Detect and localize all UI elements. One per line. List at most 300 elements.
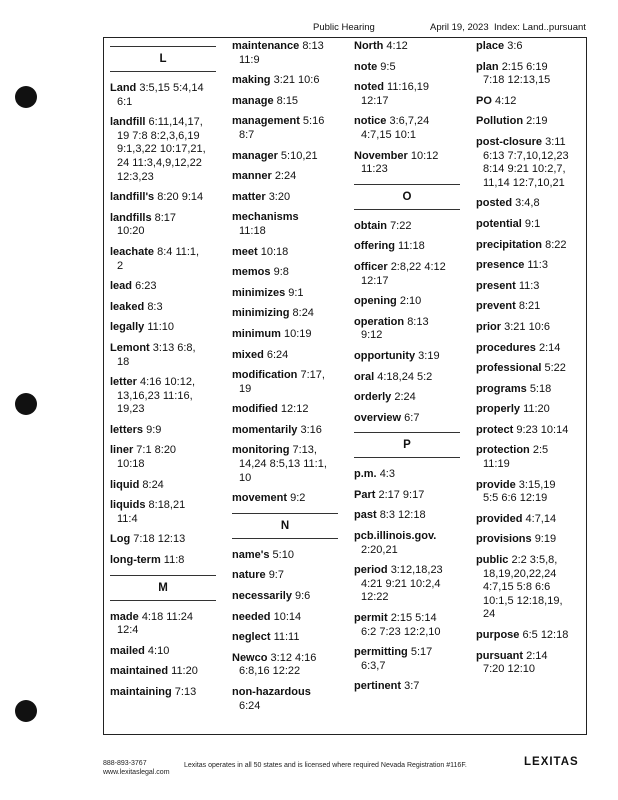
index-word: made — [110, 610, 139, 623]
page-line-refs: 7:17, — [300, 369, 325, 382]
index-entry — [476, 650, 584, 677]
page-line-refs: 14,24 8:5,13 11:1, — [239, 458, 327, 471]
index-entry — [354, 680, 468, 694]
page-line-refs: 3:4,8 — [515, 197, 540, 210]
page-line-refs: 12:17 — [361, 274, 389, 287]
header-date: April 19, 2023 — [430, 22, 489, 33]
index-entry — [476, 479, 584, 506]
footer-notice: Lexitas operates in all 50 states and is licensed where required Nevada Registration #116F. — [184, 762, 467, 769]
index-entry — [476, 403, 584, 417]
index-word: protect — [476, 423, 514, 436]
page-line-refs: 6:3,7 — [361, 659, 386, 672]
index-entry — [232, 492, 346, 506]
index-word: provide — [476, 478, 516, 491]
index-entry — [110, 246, 222, 273]
index-word: public — [476, 554, 509, 567]
index-word: Lemont — [110, 341, 150, 354]
page-line-refs: 2:14 — [538, 341, 561, 354]
index-word: prevent — [476, 300, 516, 313]
index-word: liquid — [110, 478, 140, 491]
page-line-refs: 12:22 — [361, 591, 389, 604]
page-line-refs: 8:24 — [292, 307, 314, 320]
index-word: Newco — [232, 651, 268, 664]
index-word: Pollution — [476, 115, 524, 128]
page-line-refs: 4:18,24 5:2 — [377, 370, 433, 383]
page-line-refs: 3:5,15 5:4,14 — [139, 82, 204, 94]
index-word: operation — [354, 315, 405, 328]
index-entry — [232, 246, 346, 260]
index-entry — [232, 74, 346, 88]
index-word: memos — [232, 266, 271, 279]
index-entry — [110, 665, 222, 679]
index-word: provided — [476, 512, 523, 525]
index-entry — [354, 81, 468, 108]
index-entry — [476, 280, 584, 294]
index-entry — [354, 509, 468, 523]
index-entry — [110, 301, 222, 315]
page-line-refs: 8:22 — [545, 238, 567, 251]
page-line-refs: 24 — [483, 608, 496, 621]
index-entry — [232, 115, 346, 142]
index-word: notice — [354, 115, 387, 128]
page-line-refs: 2:20,21 — [361, 543, 398, 556]
index-entry — [476, 444, 584, 471]
index-word: potential — [476, 217, 522, 230]
index-entry — [476, 554, 584, 622]
index-word: manage — [232, 94, 274, 107]
index-entry — [476, 321, 584, 335]
page-line-refs: 10:18 — [117, 458, 145, 471]
section-letter-n: N — [232, 513, 338, 539]
index-word: posted — [476, 197, 513, 210]
index-word: monitoring — [232, 444, 290, 457]
index-entry — [354, 468, 468, 482]
index-word: opening — [354, 295, 397, 308]
index-entry — [354, 564, 468, 605]
index-word: offering — [354, 240, 395, 253]
index-entry — [354, 391, 468, 405]
page-line-refs: 10:14 — [273, 610, 302, 623]
page-line-refs: 2:10 — [399, 295, 422, 308]
page-line-refs: 7:1 8:20 — [136, 444, 177, 457]
index-word: nature — [232, 569, 266, 582]
index-entry — [110, 82, 222, 109]
index-word: procedures — [476, 341, 536, 354]
page-line-refs: 10:20 — [117, 225, 145, 238]
index-word: liner — [110, 444, 134, 457]
index-entry — [110, 499, 222, 526]
index-word: leachate — [110, 245, 155, 258]
page-line-refs: 4:7,15 5:8 6:6 — [483, 581, 551, 594]
page-line-refs: 3:20 — [268, 190, 291, 203]
index-column-2 — [232, 40, 346, 720]
index-word: PO — [476, 94, 492, 107]
index-word: noted — [354, 81, 384, 94]
page-line-refs: 19 — [239, 382, 252, 395]
page-line-refs: 9:1 — [288, 286, 304, 299]
index-entry — [232, 266, 346, 280]
page-line-refs: 3:12,18,23 — [390, 564, 443, 577]
index-entry — [476, 40, 584, 54]
index-entry — [232, 95, 346, 109]
index-column-3 — [354, 40, 468, 701]
index-word: professional — [476, 362, 542, 375]
index-word: protection — [476, 444, 530, 457]
page-line-refs: 3:21 10:6 — [273, 74, 320, 87]
index-word: Part — [354, 488, 376, 501]
index-entry — [354, 350, 468, 364]
page-line-refs: 3:21 10:6 — [504, 320, 550, 333]
index-entry — [110, 686, 222, 700]
index-entry — [110, 376, 222, 417]
index-entry — [110, 645, 222, 659]
page-line-refs: 6:11,14,17, — [148, 116, 203, 129]
index-word: manager — [232, 149, 278, 162]
page-line-refs: 2:14 — [526, 649, 548, 662]
index-word: movement — [232, 492, 288, 505]
page-line-refs: 5:16 — [302, 115, 325, 128]
page-line-refs: 10:18 — [260, 245, 289, 258]
page-line-refs: 11:18 — [398, 240, 425, 253]
index-word: manner — [232, 170, 272, 183]
page-line-refs: 4:3 — [379, 468, 395, 481]
punch-hole-bottom — [15, 700, 37, 722]
page-line-refs: 6:24 — [239, 699, 261, 712]
page-line-refs: 7:22 — [390, 219, 412, 232]
page-line-refs: 7:18 12:13,15 — [483, 74, 551, 87]
page-line-refs: 8:3 — [147, 300, 163, 313]
index-entry — [110, 479, 222, 493]
page-line-refs: 3:13 6:8, — [152, 341, 196, 354]
page-line-refs: 11:16,19 — [387, 81, 430, 94]
page-line-refs: 8:13 — [302, 40, 324, 52]
page-line-refs: 4:7,15 10:1 — [361, 128, 417, 141]
index-word: purpose — [476, 629, 520, 641]
page-line-refs: 6:7 — [404, 411, 420, 424]
index-word: programs — [476, 382, 527, 395]
index-entry — [110, 342, 222, 369]
section-letter-o: O — [354, 184, 460, 210]
page-line-refs: 11:18 — [239, 224, 266, 237]
page-line-refs: 9:8 — [273, 266, 289, 279]
page-line-refs: 6:2 7:23 12:2,10 — [361, 625, 441, 638]
index-word: officer — [354, 260, 388, 273]
index-entry — [232, 403, 346, 417]
page-line-refs: 8:15 — [276, 94, 299, 107]
index-entry — [232, 150, 346, 164]
index-word: landfills — [110, 211, 152, 224]
page-line-refs: 10:12 — [410, 149, 439, 162]
page-line-refs: 19 7:8 8:2,3,6,19 — [117, 129, 200, 142]
index-entry — [232, 369, 346, 396]
page-line-refs: 8:21 — [518, 300, 541, 313]
index-word: letters — [110, 423, 144, 436]
page-line-refs: 11:3 — [527, 259, 548, 272]
page-line-refs: 9:7 — [268, 569, 284, 582]
index-word: non-hazardous — [232, 686, 311, 698]
page-line-refs: 3:19 — [418, 349, 440, 362]
index-entry — [110, 212, 222, 239]
index-entry — [232, 652, 346, 679]
index-word: pursuant — [476, 649, 524, 662]
index-entry — [110, 280, 222, 294]
page-line-refs: 3:6,7,24 — [389, 115, 430, 128]
index-entry — [476, 424, 584, 438]
index-word: prior — [476, 320, 502, 333]
index-entry — [232, 40, 346, 67]
page-line-refs: 12:17 — [361, 94, 389, 107]
page-line-refs: 7:13, — [292, 444, 317, 457]
index-entry — [232, 569, 346, 583]
index-word: period — [354, 564, 388, 577]
index-word: mailed — [110, 644, 145, 657]
index-entry — [354, 646, 468, 673]
index-word: maintaining — [110, 686, 172, 698]
section-letter-l: L — [110, 46, 216, 72]
page-line-refs: 10:1,5 12:18,19, — [483, 594, 563, 607]
page-line-refs: 7:20 12:10 — [483, 663, 535, 676]
page-line-refs: 2:24 — [274, 170, 297, 183]
index-word: oral — [354, 370, 375, 383]
page-line-refs: 5:22 — [544, 362, 566, 375]
page-line-refs: 5:5 6:6 12:19 — [483, 492, 548, 505]
punch-hole-middle — [15, 393, 37, 415]
page-line-refs: 12:3,23 — [117, 170, 154, 183]
footer-website: www.lexitaslegal.com — [103, 769, 170, 776]
index-entry — [476, 95, 584, 109]
page-line-refs: 2:15 6:19 — [501, 60, 548, 73]
page-line-refs: 2:2 3:5,8, — [511, 554, 558, 567]
index-word: place — [476, 40, 505, 52]
index-entry — [354, 371, 468, 385]
index-entry — [476, 342, 584, 356]
index-entry — [476, 533, 584, 547]
page-line-refs: 7:18 12:13 — [133, 533, 186, 546]
index-entry — [476, 383, 584, 397]
index-entry — [354, 40, 468, 54]
index-entry — [110, 611, 222, 638]
page-line-refs: 18,19,20,22,24 — [483, 567, 557, 580]
index-word: permit — [354, 612, 388, 625]
section-letter-m: M — [110, 575, 216, 601]
index-entry — [354, 489, 468, 503]
page-line-refs: 11:4 — [117, 512, 138, 525]
page-line-refs: 2:15 5:14 — [390, 612, 437, 625]
page-line-refs: 8:24 — [142, 478, 164, 491]
index-entry — [354, 115, 468, 142]
page-line-refs: 9:6 — [295, 590, 311, 603]
page-line-refs: 11:19 — [483, 458, 510, 471]
index-entry — [354, 61, 468, 75]
page-line-refs: 2:8,22 4:12 — [390, 260, 446, 273]
index-word: mechanisms — [232, 211, 299, 224]
index-entry — [232, 686, 346, 713]
page-line-refs: 9:9 — [146, 423, 162, 436]
index-word: maintenance — [232, 40, 300, 52]
index-entry — [110, 191, 222, 205]
page-line-refs: 4:21 9:21 10:2,4 — [361, 577, 441, 590]
page-line-refs: 4:16 10:12, — [139, 376, 196, 389]
index-word: management — [232, 115, 300, 128]
index-word: Land — [110, 82, 137, 94]
index-entry — [232, 287, 346, 301]
index-word: lead — [110, 280, 133, 293]
index-word: liquids — [110, 499, 146, 512]
page-line-refs: 9:1 — [524, 217, 541, 230]
index-entry — [232, 611, 346, 625]
page-line-refs: 8:14 9:21 10:2,7, — [483, 163, 566, 176]
page-line-refs: 7:13 — [174, 686, 197, 698]
index-word: minimizes — [232, 286, 286, 299]
index-word: note — [354, 60, 378, 73]
page-line-refs: 4:18 11:24 — [141, 610, 193, 623]
index-word: name's — [232, 548, 270, 561]
index-word: leaked — [110, 300, 145, 313]
page-line-refs: 13,16,23 11:16, — [117, 389, 193, 402]
index-word: properly — [476, 403, 521, 416]
index-word: matter — [232, 190, 266, 203]
index-word: making — [232, 74, 271, 87]
page-line-refs: 9:19 — [534, 533, 557, 546]
page-line-refs: 3:7 — [404, 680, 420, 693]
index-entry — [232, 211, 346, 238]
page-line-refs: 24 11:3,4,9,12,22 — [117, 156, 202, 169]
page-line-refs: 9:5 — [380, 60, 396, 73]
index-word: precipitation — [476, 238, 543, 251]
index-word: plan — [476, 60, 499, 73]
index-entry — [476, 115, 584, 129]
page-line-refs: 5:10,21 — [280, 149, 318, 162]
index-entry — [110, 533, 222, 547]
page-line-refs: 9:2 — [290, 492, 306, 505]
punch-hole-top — [15, 86, 37, 108]
index-word: provisions — [476, 533, 532, 546]
index-word: presence — [476, 259, 525, 272]
header-title: Public Hearing — [313, 22, 375, 33]
index-word: minimum — [232, 327, 281, 340]
page-line-refs: 11:11 — [273, 631, 300, 644]
index-entry — [232, 590, 346, 604]
index-entry — [232, 631, 346, 645]
index-word: long-term — [110, 554, 161, 567]
index-entry — [110, 321, 222, 335]
page-line-refs: 5:10 — [272, 548, 294, 561]
index-entry — [232, 191, 346, 205]
page-line-refs: 2:24 — [394, 391, 416, 404]
page-line-refs: 11:3 — [518, 279, 540, 292]
index-word: modified — [232, 403, 278, 416]
page-line-refs: 3:12 4:16 — [270, 651, 317, 664]
page-line-refs: 4:12 — [386, 40, 408, 52]
index-entry — [476, 513, 584, 527]
index-entry — [354, 261, 468, 288]
page-line-refs: 5:18 — [529, 382, 552, 395]
page-line-refs: 10 — [239, 471, 252, 484]
index-word: landfill's — [110, 191, 155, 204]
index-entry — [476, 300, 584, 314]
page-line-refs: 10:19 — [283, 327, 312, 340]
index-word: necessarily — [232, 590, 292, 603]
index-entry — [110, 116, 222, 184]
index-column-4 — [476, 40, 584, 684]
index-word: pcb.illinois.gov. — [354, 530, 437, 543]
page-line-refs: 2:17 9:17 — [378, 488, 425, 501]
lexitas-logo: LEXITAS — [524, 756, 579, 768]
page-line-refs: 3:16 — [300, 423, 322, 436]
page-line-refs: 8:4 11:1, — [157, 245, 200, 258]
page-line-refs: 8:18,21 — [148, 499, 186, 512]
page-line-refs: 4:7,14 — [525, 512, 557, 525]
index-word: North — [354, 40, 384, 52]
index-word: p.m. — [354, 468, 377, 481]
page-line-refs: 11:23 — [361, 163, 388, 176]
page-line-refs: 11:8 — [163, 554, 185, 567]
index-entry — [232, 170, 346, 184]
index-word: legally — [110, 321, 145, 334]
index-word: pertinent — [354, 680, 402, 693]
index-word: meet — [232, 245, 258, 258]
page-line-refs: 6:24 — [266, 348, 289, 361]
page-line-refs: 18 — [117, 355, 130, 368]
index-entry — [476, 197, 584, 211]
index-word: mixed — [232, 348, 264, 361]
index-entry — [476, 239, 584, 253]
page-line-refs: 6:5 12:18 — [522, 629, 569, 641]
page-line-refs: 11:20 — [171, 665, 198, 678]
page-line-refs: 12:4 — [117, 624, 139, 637]
index-word: maintained — [110, 665, 169, 678]
index-column-1 — [110, 40, 222, 707]
index-entry — [232, 328, 346, 342]
index-word: letter — [110, 376, 137, 389]
index-entry — [476, 136, 584, 190]
index-entry — [476, 259, 584, 273]
index-entry — [476, 362, 584, 376]
page-line-refs: 6:13 7:7,10,12,23 — [483, 149, 569, 162]
footer-phone: 888-893-3767 — [103, 760, 147, 767]
index-entry — [476, 218, 584, 232]
index-word: past — [354, 509, 377, 522]
page-line-refs: 2:5 — [532, 444, 549, 457]
section-letter-p: P — [354, 432, 460, 458]
page-line-refs: 8:13 — [407, 315, 429, 328]
index-entry — [232, 549, 346, 563]
index-word: landfill — [110, 116, 146, 129]
index-entry — [354, 412, 468, 426]
page-line-refs: 4:10 — [147, 644, 170, 657]
page-line-refs: 12:12 — [280, 403, 309, 416]
index-entry — [354, 316, 468, 343]
index-entry — [476, 61, 584, 88]
page-line-refs: 6:8,16 12:22 — [239, 665, 301, 678]
page-line-refs: 6:23 — [135, 280, 157, 293]
page-line-refs: 2:19 — [526, 115, 548, 128]
index-entry — [232, 349, 346, 363]
index-entry — [232, 424, 346, 438]
page-line-refs: 8:7 — [239, 128, 255, 141]
index-word: permitting — [354, 646, 408, 659]
page-line-refs: 19,23 — [117, 403, 145, 416]
index-word: present — [476, 279, 516, 292]
page-line-refs: 11:10 — [147, 321, 175, 334]
index-word: neglect — [232, 631, 271, 644]
page-line-refs: 3:15,19 — [518, 478, 556, 491]
page-line-refs: 11:9 — [239, 53, 260, 66]
index-word: November — [354, 149, 408, 162]
page-line-refs: 3:6 — [507, 40, 523, 52]
index-word: modification — [232, 369, 298, 382]
index-entry — [354, 612, 468, 639]
